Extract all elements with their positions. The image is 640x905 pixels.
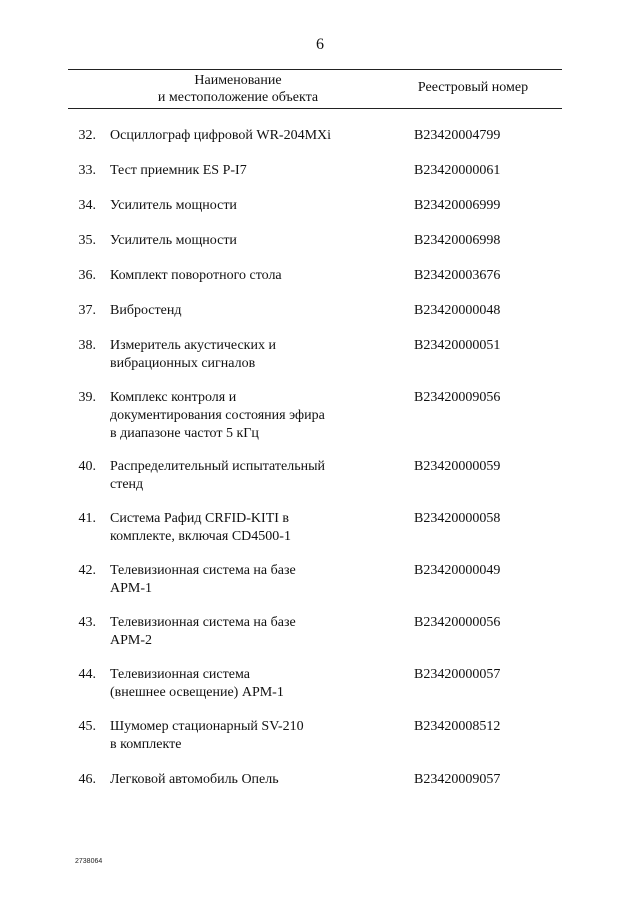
row-number: 32. [78,128,96,143]
row-registry-number: B23420009056 [414,390,501,405]
row-object-name-line: Измеритель акустических и [110,338,276,353]
row-number: 35. [78,233,96,248]
row-object-name [110,232,380,250]
row-registry-number: B23420003676 [414,268,501,283]
document-code: 2738064 [75,858,103,865]
row-number: 34. [78,198,96,213]
row-object-name [110,302,380,320]
row-object-name-line: в комплекте [110,737,182,752]
row-object-name-line: документирования состояния эфира [110,408,325,423]
row-object-name-line: Усилитель мощности [110,198,237,213]
row-object-name-line: комплекте, включая CD4500-1 [110,529,291,544]
row-number: 45. [78,719,96,734]
row-object-name-line: Телевизионная система на базе [110,615,296,630]
row-object-name-line: вибрационных сигналов [110,356,256,371]
row-object-name-line: Легковой автомобиль Опель [110,772,279,787]
row-number: 37. [78,303,96,318]
row-object-name-line: Шумомер стационарный SV-210 [110,719,304,734]
row-registry-number: B23420009057 [414,772,501,787]
header-name-line1: Наименование [194,73,282,88]
row-object-name-line: Осциллограф цифровой WR-204MXi [110,128,332,143]
row-object-name [110,510,380,546]
header-registry-column: Реестровый номер [417,80,529,95]
header-name-line2: и местоположение объекта [157,90,319,105]
row-object-name [110,337,380,373]
row-registry-number: B23420000059 [414,459,501,474]
row-registry-number: B23420006998 [414,233,501,248]
row-object-name [110,389,380,443]
row-object-name-line: АРМ-1 [110,581,153,596]
row-object-name-line: Комплект поворотного стола [110,268,282,283]
row-object-name [110,614,380,650]
row-number: 40. [78,459,96,474]
row-object-name-line: в диапазоне частот 5 кГц [110,426,259,441]
row-number: 38. [78,338,96,353]
row-registry-number: B23420000049 [414,563,501,578]
row-registry-number: B23420000056 [414,615,501,630]
row-object-name [110,771,380,789]
row-number: 39. [78,390,96,405]
row-registry-number: B23420004799 [414,128,501,143]
row-number: 36. [78,268,96,283]
row-object-name-line: Вибростенд [110,303,182,318]
row-object-name [110,718,380,754]
page-number: 6 [316,36,324,53]
row-object-name-line: Тест приемник ES P-I7 [110,163,247,178]
row-object-name-line: Распределительный испытательный [110,459,325,474]
row-object-name [110,162,380,180]
row-object-name-line: Телевизионная система на базе [110,563,296,578]
row-object-name [110,666,380,702]
row-number: 43. [78,615,96,630]
row-number: 42. [78,563,96,578]
row-registry-number: B23420000058 [414,511,501,526]
row-number: 41. [78,511,96,526]
row-registry-number: B23420008512 [414,719,501,734]
row-number: 33. [78,163,96,178]
row-object-name-line: (внешнее освещение) АРМ-1 [110,685,284,700]
row-object-name-line: Комплекс контроля и [110,390,237,405]
row-object-name [110,127,380,145]
row-number: 46. [78,772,96,787]
row-registry-number: B23420000048 [414,303,501,318]
row-object-name [110,458,380,494]
row-object-name-line: Усилитель мощности [110,233,237,248]
row-object-name [110,197,380,215]
row-registry-number: B23420000061 [414,163,501,178]
row-object-name-line: Телевизионная система [110,667,250,682]
row-registry-number: B23420006999 [414,198,501,213]
row-number: 44. [78,667,96,682]
row-object-name-line: Система Рафид CRFID-KITI в [110,511,290,526]
row-registry-number: B23420000051 [414,338,501,353]
row-object-name-line: стенд [110,477,144,492]
row-object-name [110,562,380,598]
row-registry-number: B23420000057 [414,667,501,682]
row-object-name-line: АРМ-2 [110,633,153,648]
row-object-name [110,267,380,285]
